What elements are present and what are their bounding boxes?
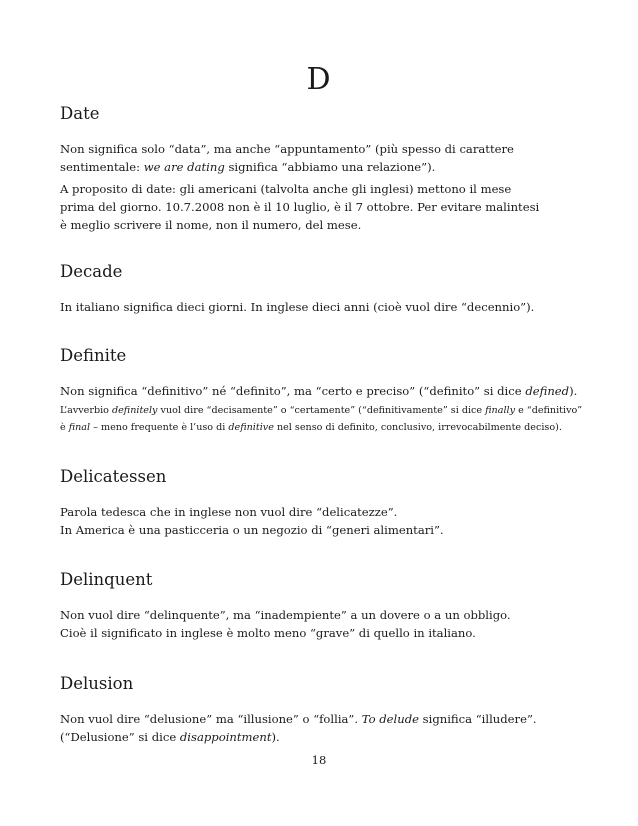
text-run: Non significa “definitivo” né “definito”, ma “certo e preciso” (“definito” si dice	[60, 384, 526, 398]
text-run: Parola tedesca che in inglese non vuol dire “delicatezze”.	[60, 505, 398, 519]
english-term: To delude	[361, 712, 419, 726]
entry-delusion	[60, 674, 600, 746]
text-run: è	[60, 422, 69, 433]
entry-term: Delusion	[60, 674, 134, 693]
entry-term: Decade	[60, 262, 123, 281]
entry-definite	[60, 346, 600, 436]
text-run: Non significa solo “data”, ma anche “appuntamento” (più spesso di carattere	[60, 142, 514, 156]
english-term: we are dating	[143, 160, 225, 174]
entry-date	[60, 104, 600, 234]
text-run: e “definitivo”	[515, 405, 583, 416]
entry-term: Date	[60, 104, 100, 123]
english-term: finally	[485, 405, 516, 416]
section-letter-heading: D	[306, 62, 332, 97]
english-term: final	[68, 422, 91, 433]
text-run: L’avverbio	[60, 405, 112, 416]
text-run: – meno frequente è l’uso di	[90, 422, 229, 433]
text-run: significa “abbiamo una relazione”).	[224, 160, 436, 174]
text-run: prima del giorno. 10.7.2008 non è il 10 luglio, è il 7 ottobre. Per evitare malintesi	[60, 200, 540, 214]
text-run: vuol dire “decisamente” o “certamente” (“definitivamente” si dice	[157, 405, 486, 416]
page-number: 18	[311, 753, 327, 767]
definition-paragraph	[60, 503, 600, 539]
text-run: Cioè il significato in inglese è molto meno “grave” di quello in italiano.	[60, 626, 476, 640]
english-term: definitely	[111, 405, 158, 416]
entry-term: Delicatessen	[60, 467, 167, 486]
entry-term: Definite	[60, 346, 127, 365]
english-term: definitive	[228, 422, 274, 433]
text-run: sentimentale:	[60, 160, 144, 174]
definition-paragraph	[60, 382, 600, 400]
definition-paragraph	[60, 180, 600, 234]
english-term: defined	[525, 384, 570, 398]
text-run: (“Delusione” si dice	[60, 730, 180, 744]
definition-paragraph	[60, 298, 600, 316]
text-run: A proposito di date: gli americani (talvolta anche gli inglesi) mettono il mese	[60, 182, 512, 196]
english-term: disappointment	[179, 730, 272, 744]
text-run: ).	[569, 384, 578, 398]
text-run: In America è una pasticceria o un negozio di “generi alimentari”.	[60, 523, 444, 537]
definition-note	[60, 402, 600, 436]
entry-decade	[60, 262, 600, 316]
definition-paragraph	[60, 606, 600, 642]
text-run: è meglio scrivere il nome, non il numero, del mese.	[60, 218, 362, 232]
entry-delinquent	[60, 570, 600, 642]
text-run: nel senso di definito, conclusivo, irrevocabilmente deciso).	[273, 422, 562, 433]
text-run: In italiano significa dieci giorni. In inglese dieci anni (cioè vuol dire “decennio”).	[60, 300, 535, 314]
entry-delicatessen	[60, 467, 600, 539]
definition-paragraph	[60, 140, 600, 176]
definition-paragraph	[60, 710, 600, 746]
text-run: Non vuol dire “delinquente”, ma “inadempiente” a un dovere o a un obbligo.	[60, 608, 511, 622]
entry-term: Delinquent	[60, 570, 153, 589]
text-run: Non vuol dire “delusione” ma “illusione” o “follia”.	[60, 712, 362, 726]
text-run: significa “illudere”.	[418, 712, 537, 726]
text-run: ).	[271, 730, 280, 744]
